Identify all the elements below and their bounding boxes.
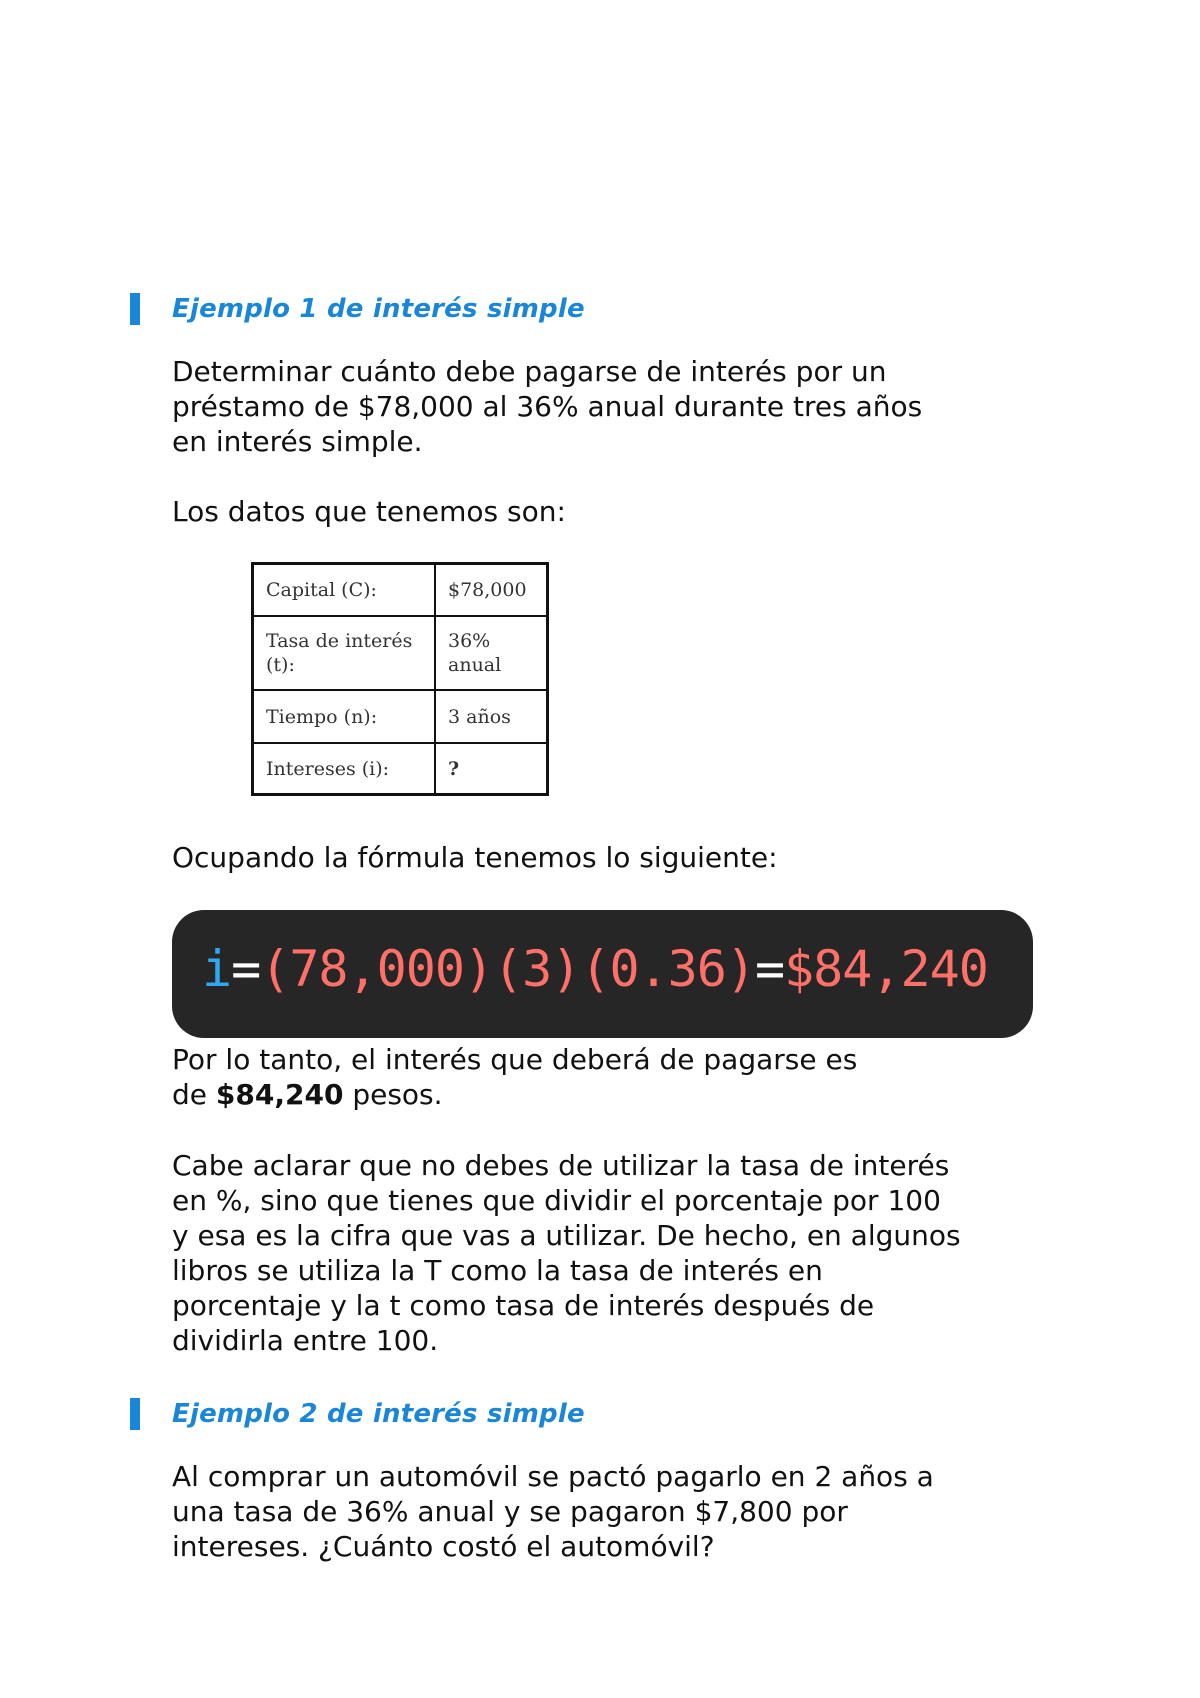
formula-variable: i <box>202 940 232 998</box>
conclusion-amount: $84,240 <box>215 1078 344 1111</box>
formula <box>202 934 988 1004</box>
heading-accent-bar <box>130 293 140 325</box>
example-1-heading-text: Ejemplo 1 de interés simple <box>172 294 585 324</box>
example-2-heading-text: Ejemplo 2 de interés simple <box>172 1399 585 1429</box>
table-cell-value: 36% anual <box>435 616 548 690</box>
example-1-heading <box>130 292 585 326</box>
paragraph-line: porcentaje y la t como tasa de interés después de <box>172 1289 875 1322</box>
paragraph-line: préstamo de $78,000 al 36% anual durante tres años <box>172 390 923 423</box>
paragraph-line: en interés simple. <box>172 425 423 458</box>
formula-expression: (78,000)(3)(0.36) <box>260 940 755 998</box>
table-cell-label: Tiempo (n): <box>253 690 436 743</box>
note-paragraph <box>172 1148 1072 1358</box>
table-row <box>253 616 548 690</box>
heading-accent-bar <box>130 1398 140 1430</box>
formula-intro: Ocupando la fórmula tenemos lo siguiente: <box>172 841 778 874</box>
table-cell-value: $78,000 <box>435 564 548 617</box>
paragraph-line: Cabe aclarar que no debes de utilizar la tasa de interés <box>172 1149 950 1182</box>
data-intro: Los datos que tenemos son: <box>172 495 566 528</box>
data-table <box>251 562 549 796</box>
formula-result: $84,240 <box>784 940 988 998</box>
paragraph-line: y esa es la cifra que vas a utilizar. De hecho, en algunos <box>172 1219 961 1252</box>
formula-box <box>172 910 1033 1038</box>
example-1-intro <box>172 354 1072 459</box>
paragraph-line: Al comprar un automóvil se pactó pagarlo en 2 años a <box>172 1460 934 1493</box>
conclusion <box>172 1042 1072 1112</box>
formula-equals: = <box>231 940 261 998</box>
paragraph-line: de $84,240 pesos. <box>172 1078 443 1111</box>
example-2-heading <box>130 1397 585 1431</box>
table-cell-value: ? <box>435 743 548 795</box>
table-cell-label: Intereses (i): <box>253 743 436 795</box>
table-cell-label: Tasa de interés (t): <box>253 616 436 690</box>
paragraph-line: Por lo tanto, el interés que deberá de pagarse es <box>172 1043 858 1076</box>
example-2-problem <box>172 1459 1072 1564</box>
table-row <box>253 690 548 743</box>
table-row <box>253 564 548 617</box>
paragraph-line: Determinar cuánto debe pagarse de interés por un <box>172 355 887 388</box>
paragraph-line: dividirla entre 100. <box>172 1324 439 1357</box>
table-row <box>253 743 548 795</box>
paragraph-line: intereses. ¿Cuánto costó el automóvil? <box>172 1530 715 1563</box>
paragraph-line: libros se utiliza la T como la tasa de interés en <box>172 1254 823 1287</box>
table-cell-value: 3 años <box>435 690 548 743</box>
paragraph-line: en %, sino que tienes que dividir el porcentaje por 100 <box>172 1184 941 1217</box>
formula-equals: = <box>754 940 785 998</box>
table-cell-label: Capital (C): <box>253 564 436 617</box>
paragraph-line: una tasa de 36% anual y se pagaron $7,800 por <box>172 1495 848 1528</box>
